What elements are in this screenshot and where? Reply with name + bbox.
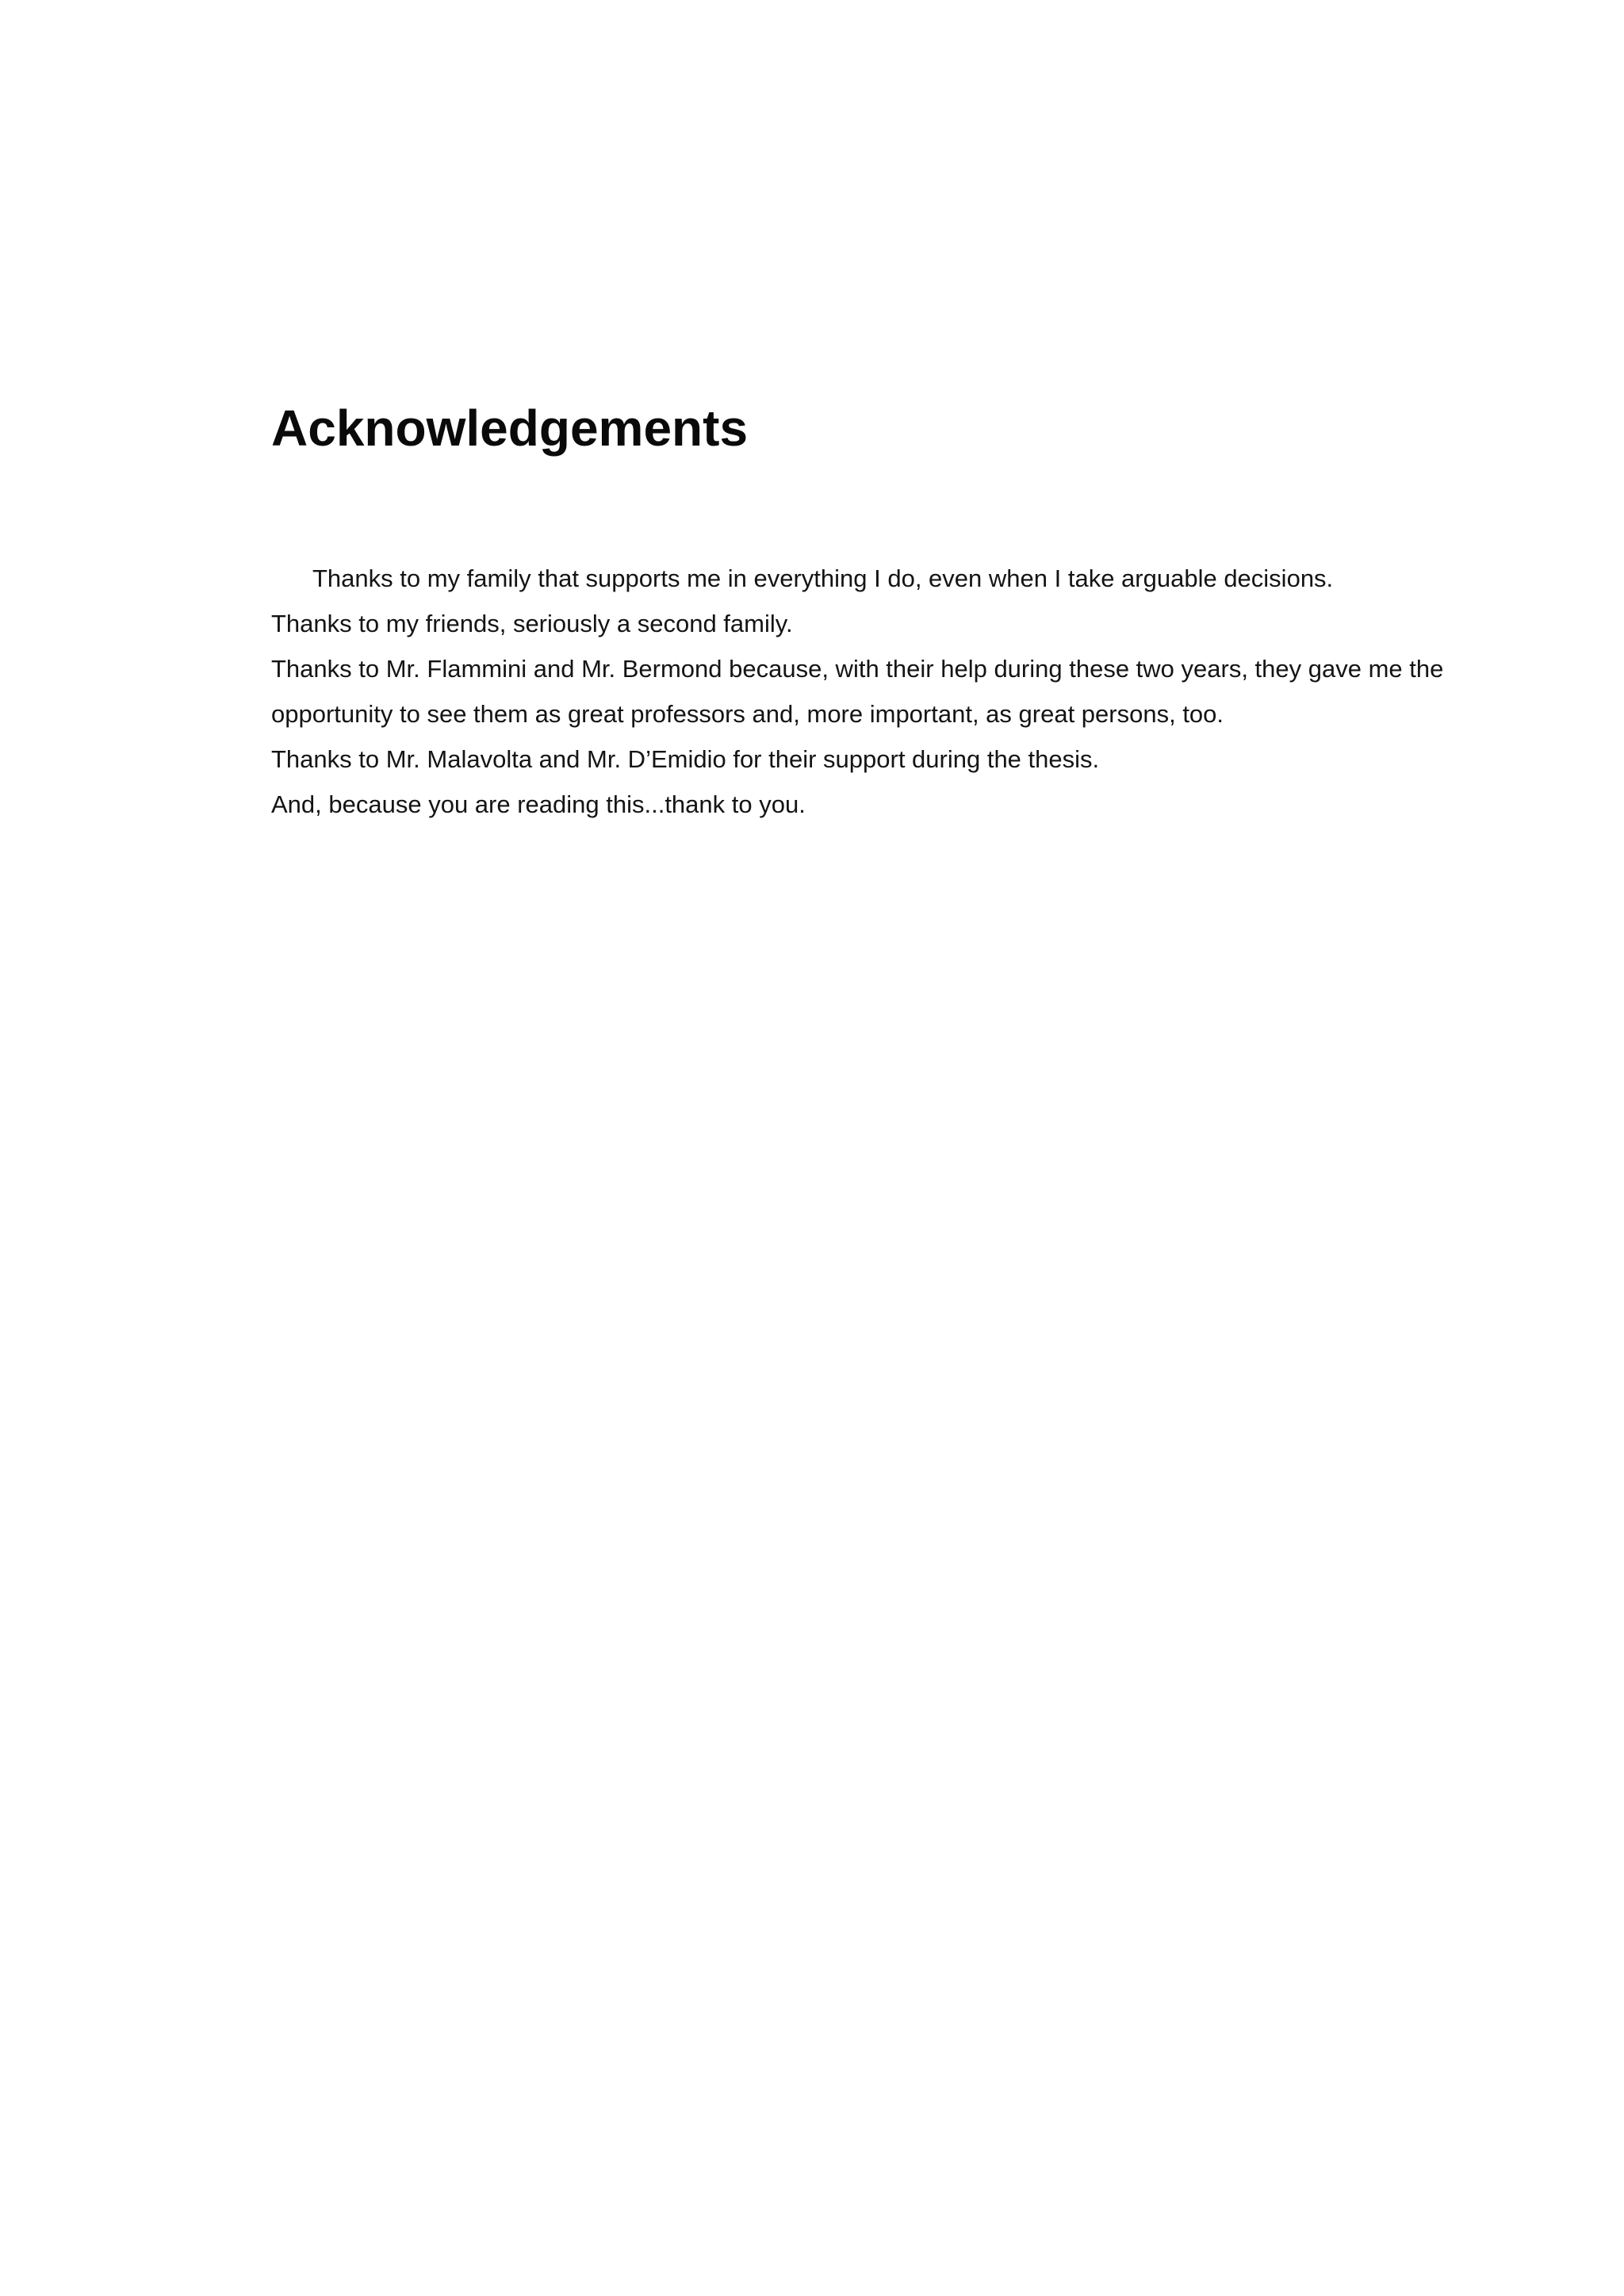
page-content (271, 392, 1445, 827)
paragraph-professors: Thanks to Mr. Flammini and Mr. Bermond because, with their help during these two years, they gave me the opportunity to see them as great professors and, more important, as great persons, too. (271, 655, 1444, 728)
paragraph-reader: And, because you are reading this...thank to you. (271, 790, 806, 818)
paragraph-friends: Thanks to my friends, seriously a second family. (271, 610, 793, 637)
acknowledgements-body (271, 556, 1445, 827)
paragraph-family: Thanks to my family that supports me in everything I do, even when I take arguable decisions. (312, 564, 1334, 592)
page-title: Acknowledgements (271, 400, 749, 457)
paragraph-thesis-support: Thanks to Mr. Malavolta and Mr. D’Emidio for their support during the thesis. (271, 745, 1100, 773)
